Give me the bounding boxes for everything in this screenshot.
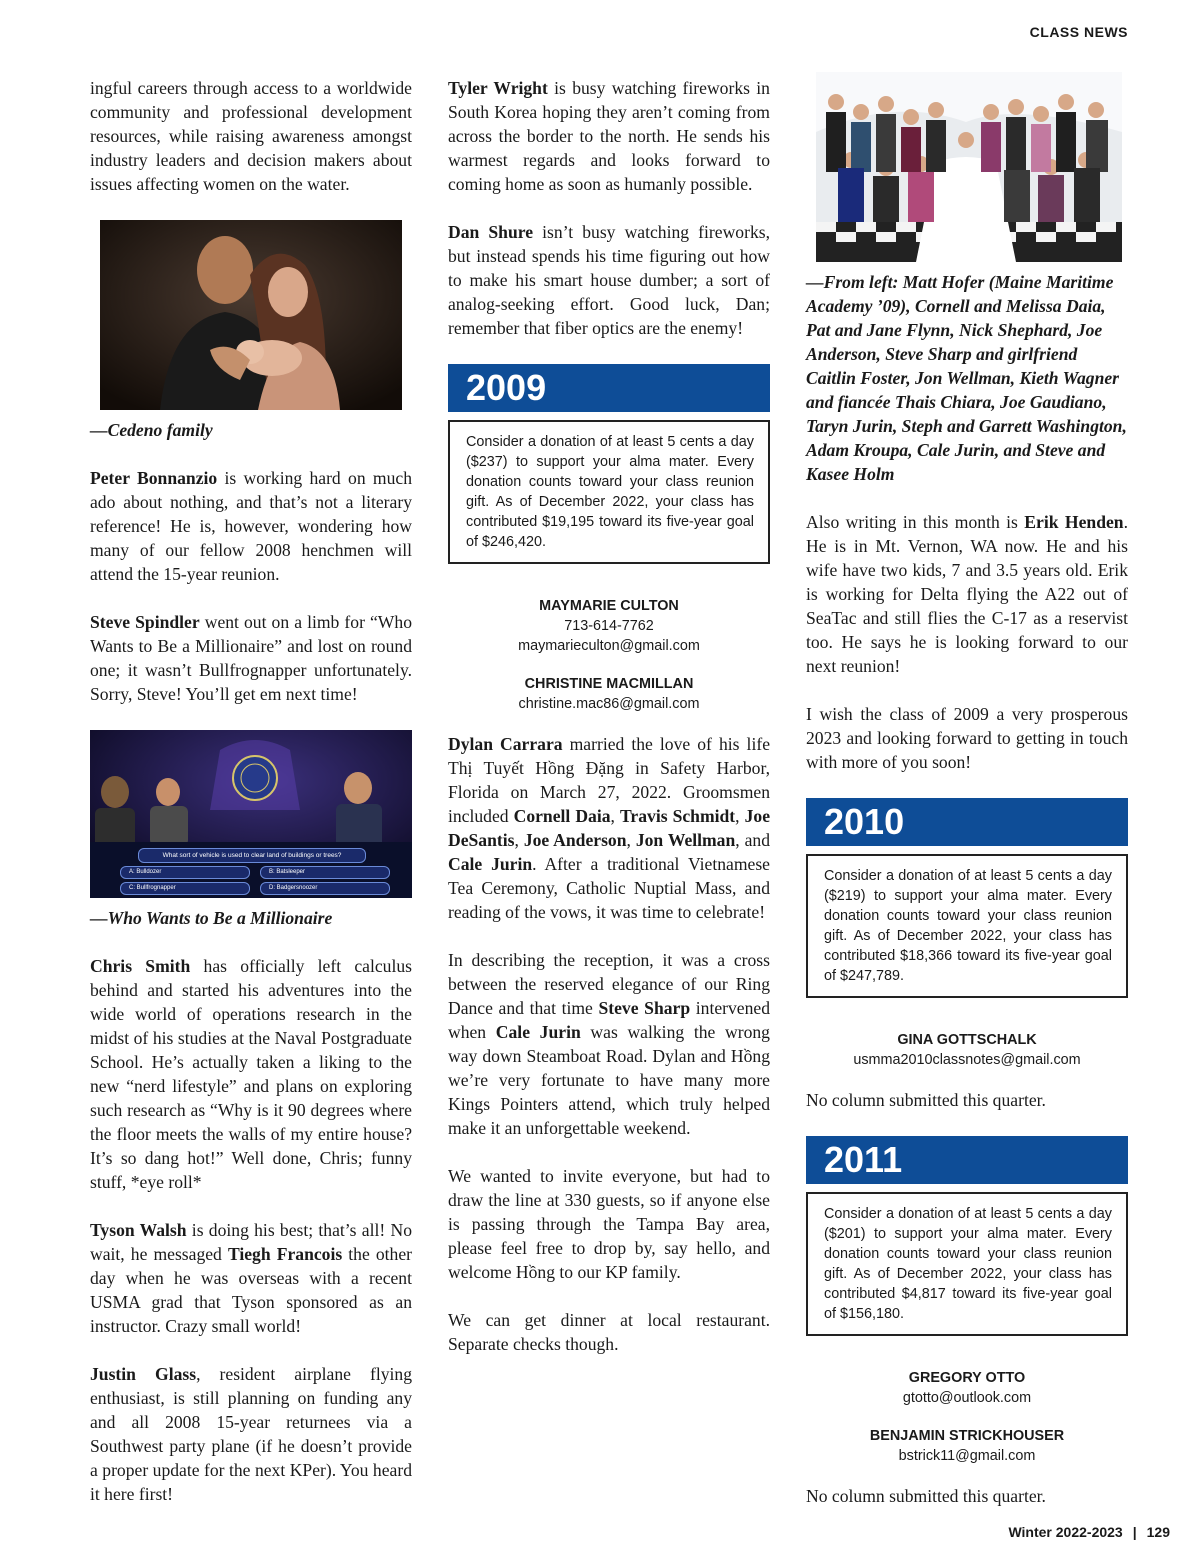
person-name: Dylan Carrara [448, 734, 563, 754]
person-name: Tiegh Francois [227, 1244, 343, 1264]
person-name: Cale Jurin [448, 854, 533, 874]
donation-box-2009: Consider a donation of at least 5 cents a day ($237) to support your alma mater. Every donation counts toward your class reunion gift. As of December 2022, your class has contributed $19,195 toward its five-year goal of $246,420. [448, 420, 770, 564]
person-name: Joe Anderson [523, 830, 627, 850]
contact-maymarie [448, 596, 770, 656]
tyler-paragraph: Tyler Wright is busy watching fireworks in South Korea hoping they aren’t coming from across the border to the north. He sends his warmest regards and looks forward to coming home as soon as humanly possible. [448, 78, 770, 194]
quiz-answer-b: B: Batsleeper [260, 866, 390, 879]
contact-email[interactable]: gtotto@outlook.com [902, 1390, 1032, 1406]
chris-paragraph: Chris Smith has officially left calculus behind and started his adventures into the wide world of operations research in the midst of his studies at the Naval Postgraduate School. He’s actually taken a liking to the new “nerd lifestyle” and plans on exploring such research as “Why is it 90 degrees where the floor meets the walls of my entire house? It’s so dang hot!” Well done, Chris; funny stuff, *eye roll* [90, 956, 412, 1192]
year-heading-2009: 2009 [448, 364, 770, 412]
erik-paragraph: Also writing in this month is Erik Henden. He is in Mt. Vernon, WA now. He and his wife have two kids, 7 and 3.5 years old. Erik is working for Delta flying the A22 out of SeaTac and still flies the C-17 as a reservist too. He says he is looking forward to our next reunion! [806, 512, 1128, 676]
photo-caption-millionaire: —Who Wants to Be a Millionaire [90, 908, 333, 928]
person-name: Jon Wellman [635, 830, 736, 850]
wedding-group-photo [816, 72, 1122, 262]
year-heading-2011: 2011 [806, 1136, 1128, 1184]
dylan-paragraph: Dylan Carrara married the love of his life Thị Tuyết Hồng Đặng in Safety Harbor, Florida on March 27, 2022. Groomsmen included Cornell Daia, Travis Schmidt, Joe DeSantis, Joe Anderson, Jon Wellman, and Cale Jurin. After a traditional Vietnamese Tea Ceremony, Catholic Nuptial Mass, and reading of the vows, it was time to celebrate! [448, 734, 770, 922]
year-heading-2010: 2010 [806, 798, 1128, 846]
footer-separator: | [1132, 1524, 1137, 1540]
contact-email[interactable]: maymarieculton@gmail.com [518, 638, 700, 654]
person-name: Steve Spindler [90, 612, 200, 632]
no-column-note-2010: No column submitted this quarter. [806, 1090, 1046, 1110]
contact-benjamin [806, 1426, 1128, 1466]
contact-gregory [806, 1368, 1128, 1408]
no-column-note-2011: No column submitted this quarter. [806, 1486, 1046, 1506]
person-name: Joe DeSantis [448, 806, 770, 850]
person-name: Chris Smith [90, 956, 191, 976]
page-number: 129 [1146, 1524, 1170, 1540]
person-name: Peter Bonnanzio [90, 468, 218, 488]
person-name: Cornell Daia [513, 806, 611, 826]
person-name: Erik Henden [1024, 512, 1124, 532]
person-name: Steve Sharp [598, 998, 691, 1018]
person-name: Dan Shure [448, 222, 534, 242]
peter-paragraph: Peter Bonnanzio is working hard on much ado about nothing, and that’s not a literary reference! He is, however, wondering how many of our fellow 2008 henchmen will attend the 15-year reunion. [90, 468, 413, 584]
contact-name: BENJAMIN STRICKHOUSER [869, 1428, 1065, 1444]
contact-phone: 713-614-7762 [564, 618, 654, 634]
quiz-question: What sort of vehicle is used to clear land of buildings or trees? [138, 848, 366, 863]
justin-paragraph: Justin Glass, resident airplane flying enthusiast, is still planning on funding any and all 2008 15-year returnees via a Southwest party plane (if he doesn’t provide a proper update for the next KPer). You heard it here first! [90, 1364, 412, 1504]
contact-email[interactable]: usmma2010classnotes@gmail.com [853, 1052, 1081, 1068]
contact-name: GINA GOTTSCHALK [897, 1032, 1037, 1048]
person-name: Travis Schmidt [619, 806, 736, 826]
dan-paragraph: Dan Shure isn’t busy watching fireworks, but instead spends his time figuring out how to make his smart house dumber; a sort of analog-seeking effort. Good luck, Dan; remember that fiber optics are the enemy! [448, 222, 771, 338]
millionaire-photo [90, 730, 412, 898]
donation-box-2010: Consider a donation of at least 5 cents a day ($219) to support your alma mater. Every donation counts toward your class reunion gift. As of December 2022, your class has contributed $18,366 toward its five-year goal of $247,789. [806, 854, 1128, 998]
photo-caption-wedding: —From left: Matt Hofer (Maine Maritime Academy ’09), Cornell and Melissa Daia, Pat and Jane Flynn, Nick Shephard, Joe Anderson, Steve Sharp and girlfriend Caitlin Foster, Jon Wellman, Kieth Wagner and fiancée Thais Chiara, Joe Gaudiano, Taryn Jurin, Steph and Garrett Washington, Adam Kroupa, Cale Jurin, and Steve and Kasee Holm [806, 272, 1127, 484]
contact-name: GREGORY OTTO [908, 1370, 1026, 1386]
issue-label: Winter 2022-2023 [1008, 1524, 1123, 1540]
quiz-answer-d: D: Badgersnoozer [260, 882, 390, 895]
person-name: Tyson Walsh [90, 1220, 187, 1240]
person-name: Tyler Wright [448, 78, 548, 98]
photo-caption-cedeno: —Cedeno family [90, 420, 213, 440]
contact-email[interactable]: bstrick11@gmail.com [898, 1448, 1036, 1464]
contact-christine [448, 674, 770, 714]
intro-paragraph: ingful careers through access to a worldwide community and professional development resources, while raising awareness amongst industry leaders and decision makers about issues affecting women on the water. [90, 78, 412, 194]
quiz-answer-c: C: Bullfrognapper [120, 882, 250, 895]
cedeno-family-photo [100, 220, 402, 410]
tyson-paragraph: Tyson Walsh is doing his best; that’s all! No wait, he messaged Tiegh Francois the other day when he was overseas with a recent USMA grad that Tyson sponsored as an instructor. Crazy small world! [90, 1220, 413, 1336]
reception-paragraph: In describing the reception, it was a cross between the reserved elegance of our Ring Dance and that time Steve Sharp intervened when Cale Jurin was walking the wrong way down Steamboat Road. Dylan and Hồng we’re very fortunate to have many more Kings Pointers attend, which truly helped make it an unforgettable weekend. [448, 950, 771, 1138]
page-footer [1008, 1524, 1170, 1540]
quiz-answer-a: A: Bulldozer [120, 866, 250, 879]
wish-paragraph: I wish the class of 2009 a very prosperous 2023 and looking forward to getting in touch with more of you soon! [806, 704, 1128, 772]
column-2 [448, 76, 770, 1380]
column-3 [806, 72, 1128, 1532]
donation-box-2011: Consider a donation of at least 5 cents a day ($201) to support your alma mater. Every donation counts toward your class reunion gift. As of December 2022, your class has contributed $4,817 toward its five-year goal of $156,180. [806, 1192, 1128, 1336]
invite-paragraph: We wanted to invite everyone, but had to draw the line at 330 guests, so if anyone else is passing through the Tampa Bay area, please feel free to drop by, say hello, and welcome Hồng to our KP family. [448, 1166, 770, 1282]
column-1 [90, 76, 412, 1530]
person-name: Cale Jurin [495, 1022, 581, 1042]
contact-name: CHRISTINE MACMILLAN [524, 676, 694, 692]
dinner-paragraph: We can get dinner at local restaurant. Separate checks though. [448, 1310, 770, 1354]
contact-email[interactable]: christine.mac86@gmail.com [518, 696, 700, 712]
person-name: Justin Glass [90, 1364, 197, 1384]
contact-name: MAYMARIE CULTON [539, 598, 679, 614]
steve-paragraph: Steve Spindler went out on a limb for “Who Wants to Be a Millionaire” and lost on round one; it wasn’t Bullfrognapper unfortunately. Sorry, Steve! You’ll get em next time! [90, 612, 413, 704]
section-header: CLASS NEWS [1029, 24, 1128, 40]
contact-gina [806, 1030, 1128, 1070]
